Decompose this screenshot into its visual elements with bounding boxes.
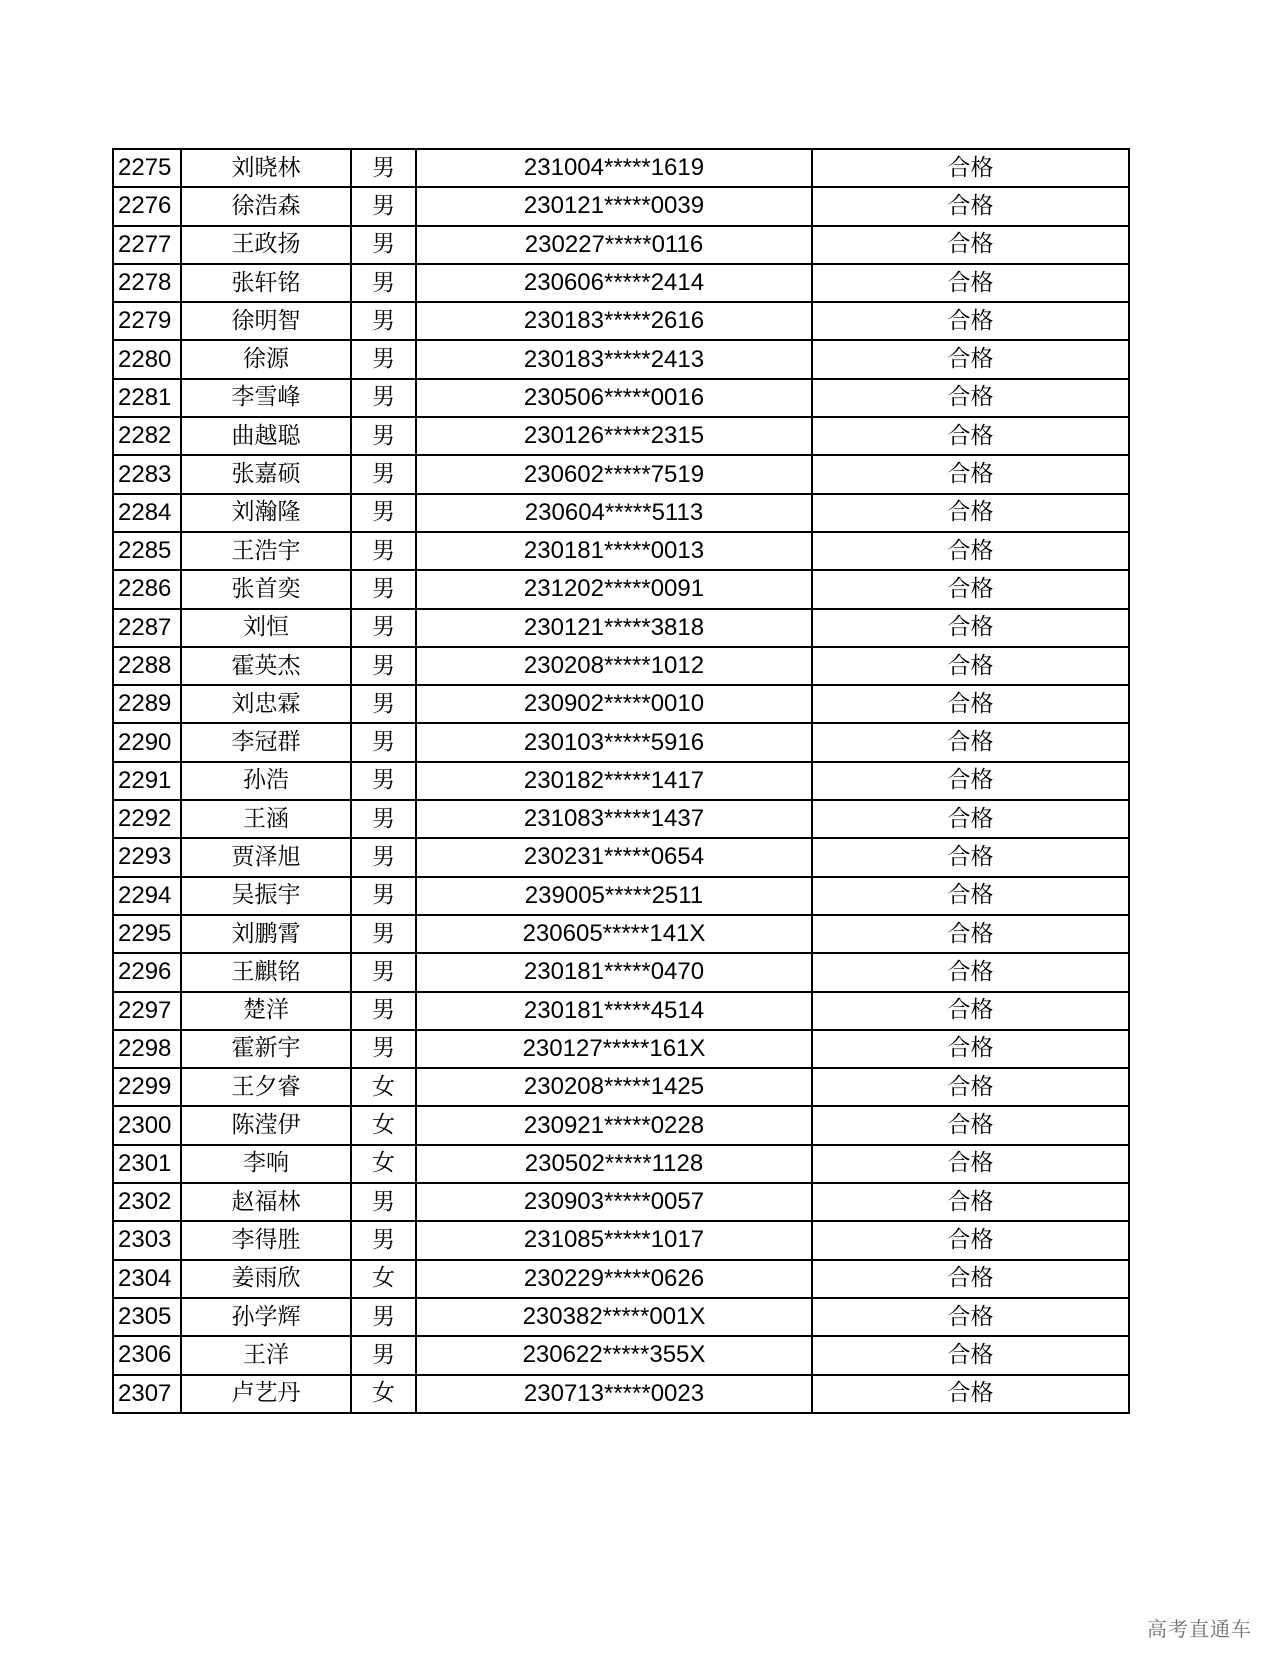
gender-cell: 男 xyxy=(351,532,416,570)
name-cell: 贾泽旭 xyxy=(181,838,351,876)
table-row xyxy=(113,685,1129,723)
result-cell: 合格 xyxy=(812,1336,1129,1374)
gender-cell: 女 xyxy=(351,1260,416,1298)
gender-cell: 男 xyxy=(351,1221,416,1259)
result-cell: 合格 xyxy=(812,609,1129,647)
name-cell: 王涵 xyxy=(181,800,351,838)
gender-cell: 女 xyxy=(351,1375,416,1413)
name-cell: 楚洋 xyxy=(181,992,351,1030)
gender-cell: 男 xyxy=(351,570,416,608)
table-row xyxy=(113,915,1129,953)
result-cell: 合格 xyxy=(812,723,1129,761)
result-cell: 合格 xyxy=(812,1068,1129,1106)
id-number-cell: 230183*****2616 xyxy=(416,302,812,340)
sequence-number-cell: 2301 xyxy=(113,1145,181,1183)
sequence-number-cell: 2291 xyxy=(113,762,181,800)
id-number-cell: 231083*****1437 xyxy=(416,800,812,838)
watermark-text: 高考直通车 xyxy=(1147,1617,1252,1641)
table-row xyxy=(113,953,1129,991)
name-cell: 李冠群 xyxy=(181,723,351,761)
sequence-number-cell: 2295 xyxy=(113,915,181,953)
gender-cell: 男 xyxy=(351,953,416,991)
id-number-cell: 230181*****0013 xyxy=(416,532,812,570)
sequence-number-cell: 2282 xyxy=(113,417,181,455)
id-number-cell: 230622*****355X xyxy=(416,1336,812,1374)
name-cell: 霍新宇 xyxy=(181,1030,351,1068)
id-number-cell: 230903*****0057 xyxy=(416,1183,812,1221)
result-cell: 合格 xyxy=(812,187,1129,225)
gender-cell: 男 xyxy=(351,455,416,493)
result-cell: 合格 xyxy=(812,570,1129,608)
name-cell: 王浩宇 xyxy=(181,532,351,570)
result-cell: 合格 xyxy=(812,1030,1129,1068)
sequence-number-cell: 2303 xyxy=(113,1221,181,1259)
table-row xyxy=(113,647,1129,685)
table-row xyxy=(113,532,1129,570)
name-cell: 陈滢伊 xyxy=(181,1106,351,1144)
id-number-cell: 231085*****1017 xyxy=(416,1221,812,1259)
gender-cell: 男 xyxy=(351,877,416,915)
gender-cell: 男 xyxy=(351,379,416,417)
name-cell: 赵福林 xyxy=(181,1183,351,1221)
gender-cell: 男 xyxy=(351,226,416,264)
name-cell: 徐源 xyxy=(181,340,351,378)
table-row xyxy=(113,1298,1129,1336)
table-row xyxy=(113,723,1129,761)
sequence-number-cell: 2292 xyxy=(113,800,181,838)
name-cell: 徐明智 xyxy=(181,302,351,340)
result-cell: 合格 xyxy=(812,838,1129,876)
gender-cell: 男 xyxy=(351,1183,416,1221)
table-row xyxy=(113,762,1129,800)
table-row xyxy=(113,992,1129,1030)
id-number-cell: 239005*****2511 xyxy=(416,877,812,915)
roster-table-body xyxy=(113,149,1129,1413)
name-cell: 李得胜 xyxy=(181,1221,351,1259)
name-cell: 孙浩 xyxy=(181,762,351,800)
name-cell: 霍英杰 xyxy=(181,647,351,685)
result-cell: 合格 xyxy=(812,1260,1129,1298)
table-row xyxy=(113,1221,1129,1259)
roster-table xyxy=(112,148,1130,1414)
result-cell: 合格 xyxy=(812,953,1129,991)
id-number-cell: 230121*****0039 xyxy=(416,187,812,225)
name-cell: 卢艺丹 xyxy=(181,1375,351,1413)
sequence-number-cell: 2296 xyxy=(113,953,181,991)
gender-cell: 女 xyxy=(351,1068,416,1106)
result-cell: 合格 xyxy=(812,149,1129,187)
table-row xyxy=(113,494,1129,532)
table-row xyxy=(113,570,1129,608)
name-cell: 张首奕 xyxy=(181,570,351,608)
id-number-cell: 230208*****1425 xyxy=(416,1068,812,1106)
name-cell: 吴振宇 xyxy=(181,877,351,915)
table-row xyxy=(113,838,1129,876)
sequence-number-cell: 2287 xyxy=(113,609,181,647)
id-number-cell: 230229*****0626 xyxy=(416,1260,812,1298)
result-cell: 合格 xyxy=(812,226,1129,264)
sequence-number-cell: 2288 xyxy=(113,647,181,685)
result-cell: 合格 xyxy=(812,379,1129,417)
sequence-number-cell: 2298 xyxy=(113,1030,181,1068)
table-row xyxy=(113,340,1129,378)
result-cell: 合格 xyxy=(812,992,1129,1030)
gender-cell: 男 xyxy=(351,800,416,838)
table-row xyxy=(113,1068,1129,1106)
result-cell: 合格 xyxy=(812,264,1129,302)
name-cell: 王政扬 xyxy=(181,226,351,264)
id-number-cell: 230382*****001X xyxy=(416,1298,812,1336)
result-cell: 合格 xyxy=(812,1375,1129,1413)
table-row xyxy=(113,1145,1129,1183)
name-cell: 王洋 xyxy=(181,1336,351,1374)
sequence-number-cell: 2305 xyxy=(113,1298,181,1336)
id-number-cell: 230227*****0116 xyxy=(416,226,812,264)
name-cell: 刘恒 xyxy=(181,609,351,647)
sequence-number-cell: 2281 xyxy=(113,379,181,417)
result-cell: 合格 xyxy=(812,685,1129,723)
sequence-number-cell: 2307 xyxy=(113,1375,181,1413)
result-cell: 合格 xyxy=(812,877,1129,915)
result-cell: 合格 xyxy=(812,647,1129,685)
result-cell: 合格 xyxy=(812,340,1129,378)
table-row xyxy=(113,455,1129,493)
gender-cell: 男 xyxy=(351,1298,416,1336)
gender-cell: 男 xyxy=(351,340,416,378)
sequence-number-cell: 2277 xyxy=(113,226,181,264)
sequence-number-cell: 2284 xyxy=(113,494,181,532)
result-cell: 合格 xyxy=(812,915,1129,953)
id-number-cell: 230606*****2414 xyxy=(416,264,812,302)
table-row xyxy=(113,609,1129,647)
sequence-number-cell: 2286 xyxy=(113,570,181,608)
id-number-cell: 230208*****1012 xyxy=(416,647,812,685)
gender-cell: 女 xyxy=(351,1145,416,1183)
table-row xyxy=(113,302,1129,340)
id-number-cell: 231202*****0091 xyxy=(416,570,812,608)
table-row xyxy=(113,1375,1129,1413)
id-number-cell: 230604*****5113 xyxy=(416,494,812,532)
id-number-cell: 230502*****1128 xyxy=(416,1145,812,1183)
id-number-cell: 230605*****141X xyxy=(416,915,812,953)
id-number-cell: 230103*****5916 xyxy=(416,723,812,761)
name-cell: 曲越聪 xyxy=(181,417,351,455)
name-cell: 姜雨欣 xyxy=(181,1260,351,1298)
table-row xyxy=(113,1183,1129,1221)
result-cell: 合格 xyxy=(812,1106,1129,1144)
gender-cell: 男 xyxy=(351,302,416,340)
gender-cell: 男 xyxy=(351,1336,416,1374)
table-row xyxy=(113,264,1129,302)
name-cell: 刘忠霖 xyxy=(181,685,351,723)
id-number-cell: 230182*****1417 xyxy=(416,762,812,800)
name-cell: 刘瀚隆 xyxy=(181,494,351,532)
name-cell: 李雪峰 xyxy=(181,379,351,417)
id-number-cell: 230181*****0470 xyxy=(416,953,812,991)
id-number-cell: 230181*****4514 xyxy=(416,992,812,1030)
gender-cell: 男 xyxy=(351,417,416,455)
result-cell: 合格 xyxy=(812,494,1129,532)
result-cell: 合格 xyxy=(812,532,1129,570)
result-cell: 合格 xyxy=(812,302,1129,340)
gender-cell: 男 xyxy=(351,264,416,302)
result-cell: 合格 xyxy=(812,1145,1129,1183)
table-row xyxy=(113,187,1129,225)
name-cell: 张嘉硕 xyxy=(181,455,351,493)
gender-cell: 男 xyxy=(351,494,416,532)
name-cell: 孙学辉 xyxy=(181,1298,351,1336)
gender-cell: 男 xyxy=(351,992,416,1030)
gender-cell: 男 xyxy=(351,647,416,685)
sequence-number-cell: 2299 xyxy=(113,1068,181,1106)
gender-cell: 男 xyxy=(351,1030,416,1068)
sequence-number-cell: 2276 xyxy=(113,187,181,225)
id-number-cell: 230602*****7519 xyxy=(416,455,812,493)
sequence-number-cell: 2275 xyxy=(113,149,181,187)
id-number-cell: 230126*****2315 xyxy=(416,417,812,455)
sequence-number-cell: 2285 xyxy=(113,532,181,570)
gender-cell: 男 xyxy=(351,685,416,723)
table-row xyxy=(113,1030,1129,1068)
result-cell: 合格 xyxy=(812,1183,1129,1221)
sequence-number-cell: 2300 xyxy=(113,1106,181,1144)
gender-cell: 女 xyxy=(351,1106,416,1144)
id-number-cell: 230183*****2413 xyxy=(416,340,812,378)
name-cell: 刘晓林 xyxy=(181,149,351,187)
name-cell: 王麒铭 xyxy=(181,953,351,991)
sequence-number-cell: 2304 xyxy=(113,1260,181,1298)
result-cell: 合格 xyxy=(812,762,1129,800)
sequence-number-cell: 2297 xyxy=(113,992,181,1030)
gender-cell: 男 xyxy=(351,915,416,953)
id-number-cell: 230127*****161X xyxy=(416,1030,812,1068)
name-cell: 王夕睿 xyxy=(181,1068,351,1106)
sequence-number-cell: 2293 xyxy=(113,838,181,876)
sequence-number-cell: 2306 xyxy=(113,1336,181,1374)
id-number-cell: 230921*****0228 xyxy=(416,1106,812,1144)
id-number-cell: 230121*****3818 xyxy=(416,609,812,647)
name-cell: 徐浩森 xyxy=(181,187,351,225)
sequence-number-cell: 2294 xyxy=(113,877,181,915)
id-number-cell: 231004*****1619 xyxy=(416,149,812,187)
id-number-cell: 230902*****0010 xyxy=(416,685,812,723)
sequence-number-cell: 2289 xyxy=(113,685,181,723)
sequence-number-cell: 2278 xyxy=(113,264,181,302)
result-cell: 合格 xyxy=(812,1298,1129,1336)
name-cell: 刘鹏霄 xyxy=(181,915,351,953)
gender-cell: 男 xyxy=(351,762,416,800)
result-cell: 合格 xyxy=(812,800,1129,838)
gender-cell: 男 xyxy=(351,723,416,761)
id-number-cell: 230506*****0016 xyxy=(416,379,812,417)
sequence-number-cell: 2290 xyxy=(113,723,181,761)
table-row xyxy=(113,1106,1129,1144)
table-row xyxy=(113,1260,1129,1298)
gender-cell: 男 xyxy=(351,609,416,647)
gender-cell: 男 xyxy=(351,187,416,225)
sequence-number-cell: 2302 xyxy=(113,1183,181,1221)
gender-cell: 男 xyxy=(351,838,416,876)
sequence-number-cell: 2280 xyxy=(113,340,181,378)
table-row xyxy=(113,877,1129,915)
table-row xyxy=(113,1336,1129,1374)
table-row xyxy=(113,417,1129,455)
id-number-cell: 230713*****0023 xyxy=(416,1375,812,1413)
name-cell: 张轩铭 xyxy=(181,264,351,302)
gender-cell: 男 xyxy=(351,149,416,187)
table-row xyxy=(113,226,1129,264)
sequence-number-cell: 2283 xyxy=(113,455,181,493)
table-row xyxy=(113,800,1129,838)
sequence-number-cell: 2279 xyxy=(113,302,181,340)
table-row xyxy=(113,379,1129,417)
table-row xyxy=(113,149,1129,187)
result-cell: 合格 xyxy=(812,455,1129,493)
result-cell: 合格 xyxy=(812,1221,1129,1259)
id-number-cell: 230231*****0654 xyxy=(416,838,812,876)
result-cell: 合格 xyxy=(812,417,1129,455)
name-cell: 李响 xyxy=(181,1145,351,1183)
